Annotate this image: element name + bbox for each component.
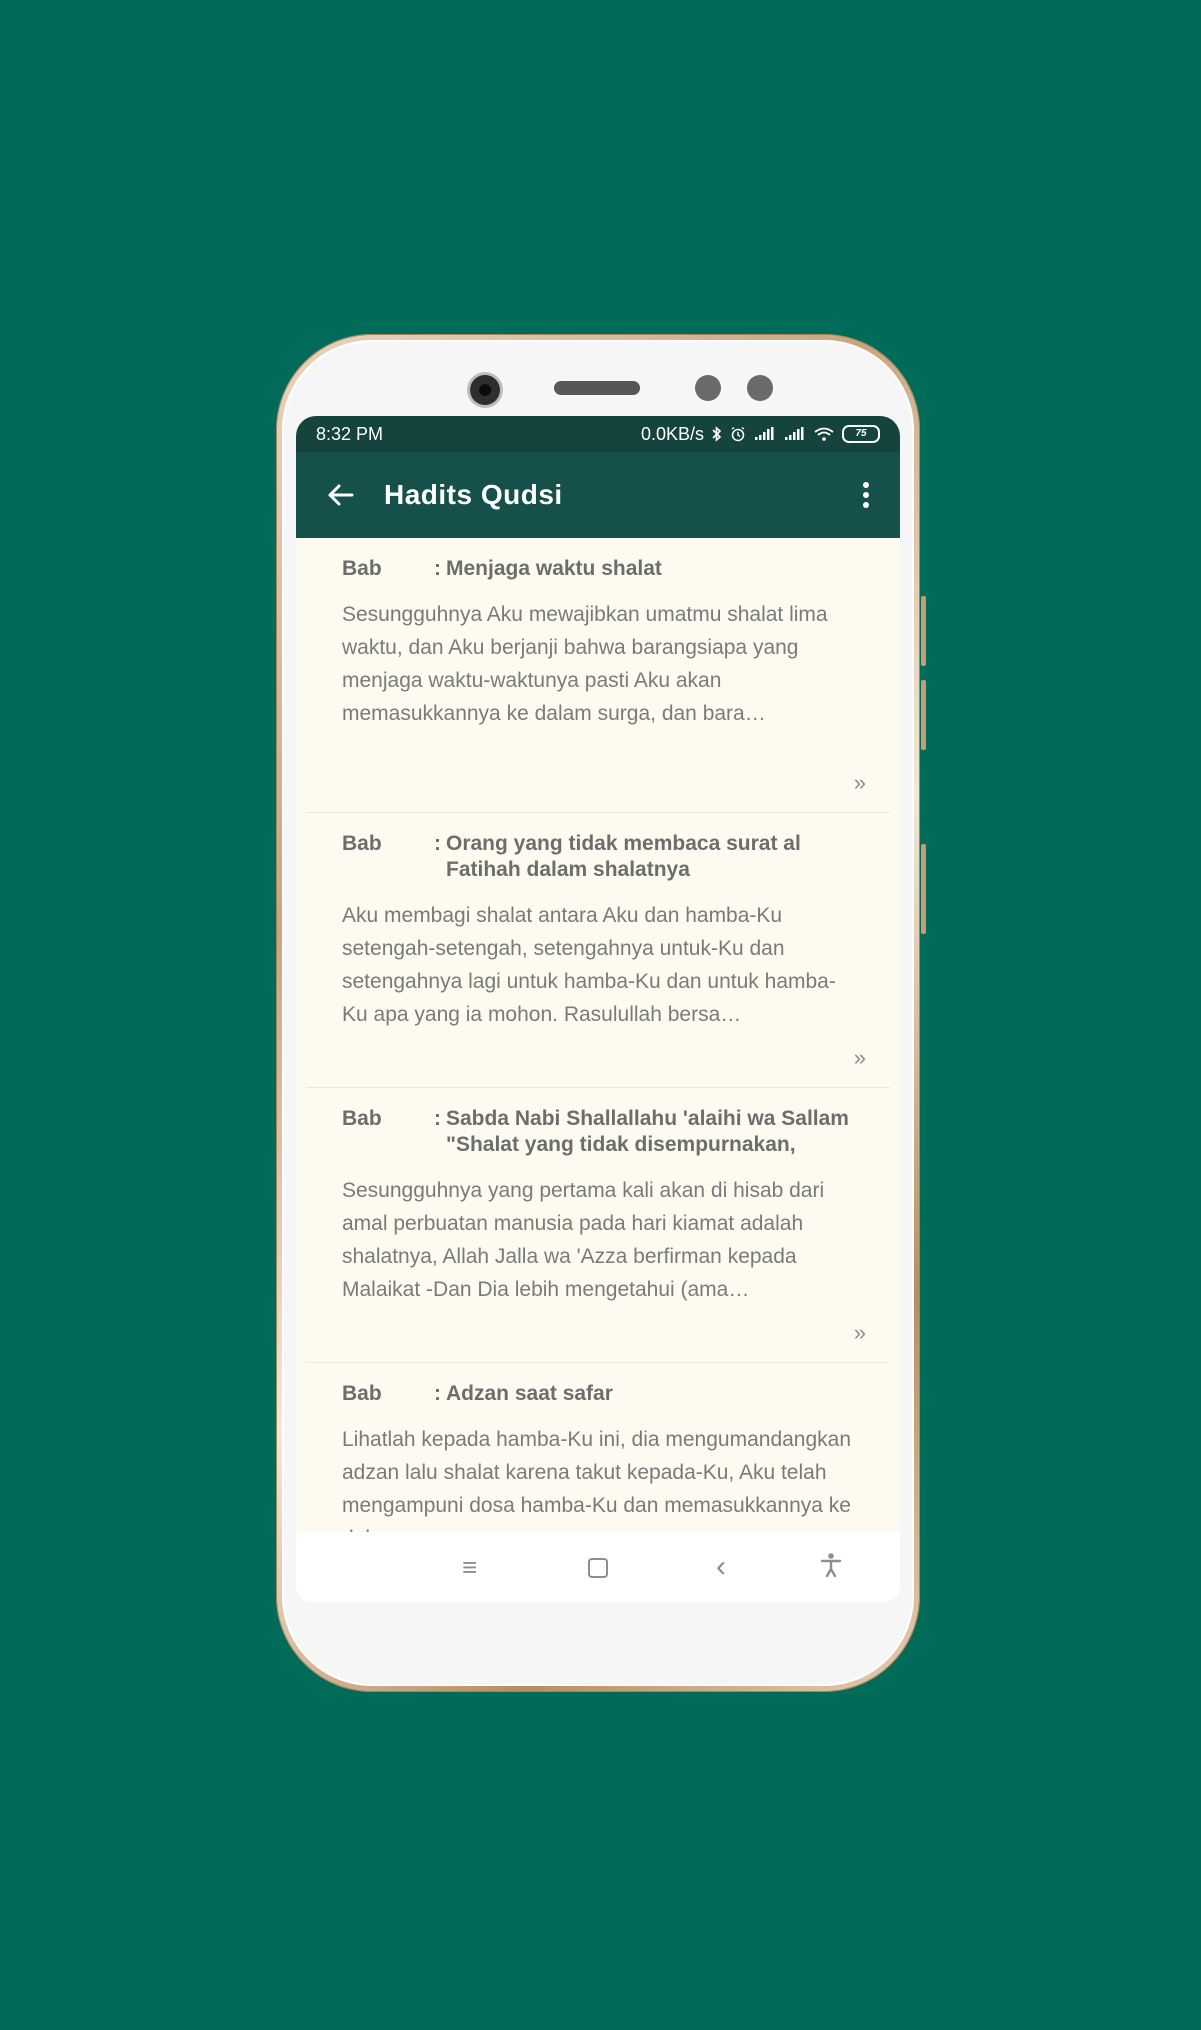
- read-more-icon[interactable]: »: [853, 1045, 866, 1070]
- accessibility-figure: [820, 1552, 842, 1578]
- app-bar: [296, 452, 900, 538]
- battery-icon: 75: [842, 425, 880, 443]
- more-vert-icon: [863, 482, 869, 508]
- hadith-excerpt: Sesungguhnya Aku mewajibkan umatmu shalat lima waktu, dan Aku berjanji bahwa barangsiapa yang menjaga waktu-waktunya pasti Aku akan memasukkannya ke dalam surga, dan bara…: [342, 603, 828, 725]
- overflow-menu-button[interactable]: [832, 452, 900, 538]
- chapter-title: Adzan saat safar: [446, 1382, 613, 1405]
- home-icon[interactable]: [588, 1552, 608, 1584]
- chapter-colon: :: [434, 832, 441, 855]
- list-item[interactable]: [306, 813, 890, 1088]
- hadith-excerpt: Aku membagi shalat antara Aku dan hamba-Ku setengah-setengah, setengahnya untuk-Ku dan setengahnya lagi untuk hamba-Ku dan untuk hamba-Ku apa yang ia mohon. Rasulullah bersa…: [342, 904, 836, 1026]
- system-nav-bar: [296, 1532, 900, 1602]
- bluetooth-icon: [712, 426, 722, 442]
- chapter-label: Bab: [342, 832, 382, 855]
- chapter-colon: :: [434, 1107, 441, 1130]
- read-more-icon[interactable]: »: [853, 770, 866, 795]
- signal-icon: [784, 427, 806, 441]
- chapter-row: [342, 1106, 854, 1158]
- front-camera: [470, 375, 500, 405]
- back-button[interactable]: [296, 452, 384, 538]
- back-icon[interactable]: ‹: [716, 1550, 726, 1583]
- chapter-row: [342, 831, 854, 883]
- chapter-title: Menjaga waktu shalat: [446, 557, 662, 580]
- list-item[interactable]: [306, 1088, 890, 1363]
- hadith-excerpt: Lihatlah kepada hamba-Ku ini, dia mengumandangkan adzan lalu shalat karena takut kepada-Ku, Aku telah mengampuni dosa hamba-Ku dan memasukkannya ke: [342, 1428, 852, 1517]
- accessibility-icon[interactable]: [820, 1552, 842, 1584]
- alarm-icon: [730, 426, 746, 442]
- chapter-title: Sabda Nabi Shallallahu 'alaihi wa Sallam "Shalat yang tidak disempurnakan,: [446, 1107, 849, 1156]
- arrow-left-icon: [326, 483, 354, 507]
- list-item[interactable]: [306, 538, 890, 813]
- screen: [296, 416, 900, 1602]
- power-button: [921, 844, 926, 934]
- menu-icon[interactable]: ≡: [462, 1552, 478, 1582]
- chapter-label: Bab: [342, 1107, 382, 1130]
- light-sensor: [747, 375, 773, 401]
- chapter-label: Bab: [342, 557, 382, 580]
- earpiece-speaker: [554, 381, 640, 395]
- status-bar: [296, 416, 900, 452]
- volume-down-button: [921, 680, 926, 750]
- chapter-colon: :: [434, 1382, 441, 1405]
- chapter-title: Orang yang tidak membaca surat al Fatihah dalam shalatnya: [446, 832, 801, 881]
- wifi-icon: [814, 427, 834, 441]
- signal-icon: [754, 427, 776, 441]
- proximity-sensor: [695, 375, 721, 401]
- status-icons: [641, 424, 880, 445]
- network-speed: 0.0KB/s: [640, 423, 704, 444]
- chapter-row: [342, 556, 854, 582]
- hadith-excerpt: Sesungguhnya yang pertama kali akan di hisab dari amal perbuatan manusia pada hari kiamat adalah shalatnya, Allah Jalla wa 'Azza berfirman kepada Malaikat -Dan Dia lebih mengetahui (ama…: [342, 1179, 825, 1301]
- read-more-icon[interactable]: »: [853, 1320, 866, 1345]
- hadith-list: [296, 538, 900, 1602]
- chapter-label: Bab: [342, 1382, 382, 1405]
- status-time: 8:32 PM: [316, 423, 384, 444]
- chapter-colon: :: [434, 557, 441, 580]
- chapter-row: [342, 1381, 854, 1407]
- volume-up-button: [921, 596, 926, 666]
- page-title: Hadits Qudsi: [384, 479, 563, 510]
